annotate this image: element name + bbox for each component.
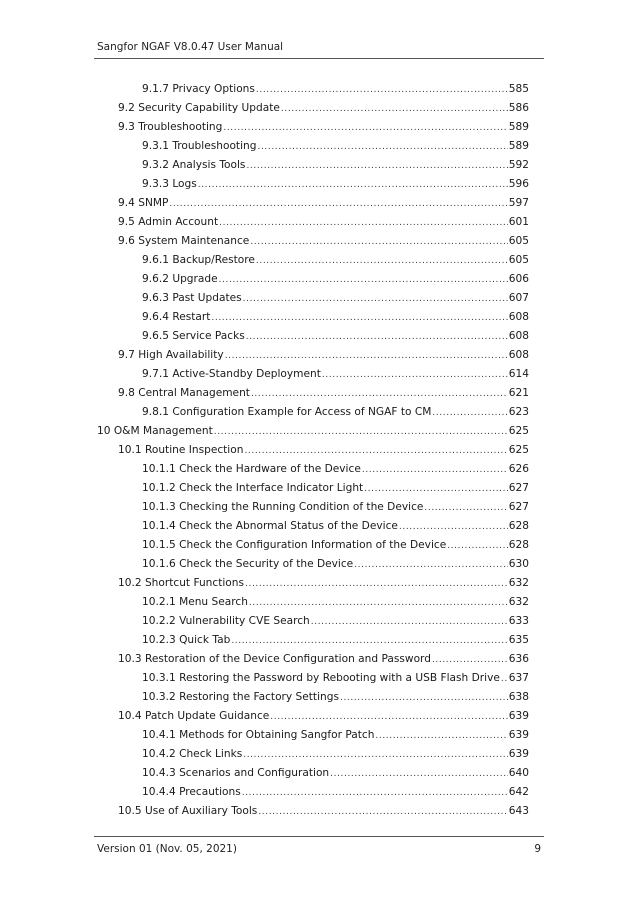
toc-entry-page: 605	[508, 235, 529, 247]
toc-entry-page: 639	[508, 748, 529, 760]
toc-entry-title: 10.2 Shortcut Functions	[118, 577, 245, 589]
toc-dot-leader	[354, 559, 508, 571]
toc-entry-page: 638	[508, 691, 529, 703]
footer-page-number: 9	[534, 843, 541, 855]
toc-entry[interactable]	[142, 153, 529, 172]
toc-entry[interactable]	[142, 457, 529, 476]
toc-entry-page: 592	[508, 159, 529, 171]
toc-entry[interactable]	[142, 628, 529, 647]
toc-entry-title: 10.1.4 Check the Abnormal Status of the Device	[142, 520, 398, 532]
toc-entry-title: 10.4 Patch Update Guidance	[118, 710, 270, 722]
toc-entry-title: 10 O&M Management	[97, 425, 213, 437]
toc-entry[interactable]	[118, 704, 529, 723]
toc-entry-title: 9.3.2 Analysis Tools	[142, 159, 246, 171]
toc-entry-title: 10.4.4 Precautions	[142, 786, 241, 798]
toc-dot-leader	[362, 464, 508, 476]
toc-entry-page: 637	[508, 672, 529, 684]
toc-dot-leader	[246, 331, 508, 343]
toc-entry[interactable]	[142, 723, 529, 742]
toc-dot-leader	[270, 711, 507, 723]
toc-entry-title: 10.4.1 Methods for Obtaining Sangfor Patch	[142, 729, 375, 741]
toc-entry-title: 9.1.7 Privacy Options	[142, 83, 255, 95]
toc-dot-leader	[256, 84, 508, 96]
toc-dot-leader	[223, 122, 507, 134]
toc-entry-title: 9.6.4 Restart	[142, 311, 211, 323]
toc-entry[interactable]	[118, 799, 529, 818]
toc-dot-leader	[340, 692, 508, 704]
toc-entry-page: 606	[508, 273, 529, 285]
toc-entry-title: 10.4.2 Check Links	[142, 748, 243, 760]
toc-entry-page: 625	[508, 425, 529, 437]
page-header-title: Sangfor NGAF V8.0.47 User Manual	[97, 41, 284, 53]
toc-entry[interactable]	[142, 742, 529, 761]
toc-entry-page: 630	[508, 558, 529, 570]
toc-entry-title: 9.3.1 Troubleshooting	[142, 140, 257, 152]
toc-entry[interactable]	[118, 210, 529, 229]
toc-entry[interactable]	[142, 172, 529, 191]
toc-dot-leader	[251, 388, 508, 400]
toc-dot-leader	[250, 236, 507, 248]
toc-entry-title: 10.1.6 Check the Security of the Device	[142, 558, 354, 570]
toc-entry[interactable]	[142, 476, 529, 495]
toc-dot-leader	[432, 407, 507, 419]
toc-entry-title: 9.8 Central Management	[118, 387, 250, 399]
toc-entry[interactable]	[142, 685, 529, 704]
toc-entry-title: 10.2.1 Menu Search	[142, 596, 248, 608]
toc-entry-title: 9.3.3 Logs	[142, 178, 197, 190]
toc-entry[interactable]	[118, 571, 529, 590]
toc-entry-title: 10.4.3 Scenarios and Configuration	[142, 767, 330, 779]
toc-dot-leader	[311, 616, 508, 628]
toc-entry-page: 597	[508, 197, 529, 209]
toc-entry[interactable]	[142, 590, 529, 609]
toc-entry-title: 9.4 SNMP	[118, 197, 169, 209]
footer-version: Version 01 (Nov. 05, 2021)	[97, 843, 237, 855]
toc-entry[interactable]	[118, 381, 529, 400]
toc-entry-title: 9.6.5 Service Packs	[142, 330, 245, 342]
toc-entry[interactable]	[142, 552, 529, 571]
toc-dot-leader	[399, 521, 508, 533]
toc-entry-page: 586	[508, 102, 529, 114]
toc-dot-leader	[169, 198, 507, 210]
toc-entry[interactable]	[142, 248, 529, 267]
toc-dot-leader	[244, 445, 507, 457]
toc-entry-page: 626	[508, 463, 529, 475]
toc-entry-page: 623	[508, 406, 529, 418]
toc-dot-leader	[364, 483, 508, 495]
toc-entry-page: 636	[508, 653, 529, 665]
toc-entry-page: 607	[508, 292, 529, 304]
toc-entry-page: 608	[508, 311, 529, 323]
toc-entry-title: 10.1.1 Check the Hardware of the Device	[142, 463, 361, 475]
toc-dot-leader	[198, 179, 508, 191]
toc-entry-title: 9.6 System Maintenance	[118, 235, 250, 247]
toc-entry[interactable]	[118, 115, 529, 134]
toc-entry-page: 608	[508, 349, 529, 361]
toc-entry[interactable]	[118, 96, 529, 115]
toc-entry[interactable]	[142, 609, 529, 628]
toc-entry-title: 9.5 Admin Account	[118, 216, 219, 228]
toc-entry-page: 621	[508, 387, 529, 399]
toc-entry[interactable]	[142, 77, 529, 96]
toc-entry-title: 9.6.2 Upgrade	[142, 273, 218, 285]
toc-entry[interactable]	[118, 647, 529, 666]
toc-dot-leader	[256, 255, 508, 267]
toc-entry[interactable]	[97, 419, 529, 438]
toc-entry-page: 585	[508, 83, 529, 95]
toc-entry[interactable]	[118, 343, 529, 362]
toc-entry-page: 632	[508, 577, 529, 589]
toc-dot-leader	[211, 312, 507, 324]
toc-entry-page: 642	[508, 786, 529, 798]
toc-entry-page: 643	[508, 805, 529, 817]
toc-entry-page: 628	[508, 539, 529, 551]
toc-entry-title: 10.1.5 Check the Configuration Information of the Device	[142, 539, 447, 551]
toc-dot-leader	[231, 635, 507, 647]
toc-entry-title: 10.2.3 Quick Tab	[142, 634, 231, 646]
toc-entry[interactable]	[142, 400, 529, 419]
toc-entry-title: 10.1.3 Checking the Running Condition of the Device	[142, 501, 424, 513]
toc-dot-leader	[219, 274, 508, 286]
toc-dot-leader	[246, 160, 507, 172]
toc-entry-page: 633	[508, 615, 529, 627]
toc-dot-leader	[249, 597, 508, 609]
toc-entry[interactable]	[142, 780, 529, 799]
toc-dot-leader	[245, 578, 508, 590]
toc-entry-title: 10.2.2 Vulnerability CVE Search	[142, 615, 310, 627]
toc-entry[interactable]	[142, 761, 529, 780]
toc-entry-page: 605	[508, 254, 529, 266]
toc-entry-page: 635	[508, 634, 529, 646]
toc-dot-leader	[258, 806, 507, 818]
toc-entry-title: 9.2 Security Capability Update	[118, 102, 280, 114]
toc-entry[interactable]	[118, 191, 529, 210]
toc-entry[interactable]	[118, 229, 529, 248]
toc-dot-leader	[242, 787, 508, 799]
toc-dot-leader	[375, 730, 507, 742]
toc-entry-title: 10.3 Restoration of the Device Configuration and Password	[118, 653, 431, 665]
toc-dot-leader	[243, 293, 508, 305]
toc-dot-leader	[501, 673, 508, 685]
toc-dot-leader	[424, 502, 507, 514]
toc-entry-page: 639	[508, 710, 529, 722]
toc-entry-page: 589	[508, 140, 529, 152]
toc-entry[interactable]	[142, 305, 529, 324]
toc-entry-title: 9.6.3 Past Updates	[142, 292, 242, 304]
toc-entry[interactable]	[142, 362, 529, 381]
toc-dot-leader	[322, 369, 508, 381]
toc-entry-page: 614	[508, 368, 529, 380]
toc-dot-leader	[243, 749, 508, 761]
toc-entry-title: 10.5 Use of Auxiliary Tools	[118, 805, 258, 817]
toc-entry[interactable]	[142, 286, 529, 305]
toc-entry[interactable]	[142, 666, 529, 685]
toc-dot-leader	[214, 426, 508, 438]
toc-entry-page: 628	[508, 520, 529, 532]
toc-entry-title: 9.3 Troubleshooting	[118, 121, 223, 133]
toc-entry-title: 9.7.1 Active-Standby Deployment	[142, 368, 321, 380]
toc-entry-page: 627	[508, 501, 529, 513]
toc-entry[interactable]	[142, 134, 529, 153]
toc-entry-title: 9.6.1 Backup/Restore	[142, 254, 255, 266]
toc-entry-page: 640	[508, 767, 529, 779]
footer-divider	[94, 836, 544, 837]
toc-entry-title: 10.3.1 Restoring the Password by Rebooting with a USB Flash Drive	[142, 672, 500, 684]
toc-entry-title: 10.1.2 Check the Interface Indicator Light	[142, 482, 364, 494]
toc-entry[interactable]	[142, 267, 529, 286]
toc-entry-title: 9.7 High Availability	[118, 349, 224, 361]
toc-dot-leader	[330, 768, 508, 780]
toc-entry-page: 589	[508, 121, 529, 133]
toc-entry-page: 627	[508, 482, 529, 494]
toc-entry[interactable]	[142, 495, 529, 514]
toc-entry-page: 596	[508, 178, 529, 190]
toc-dot-leader	[432, 654, 508, 666]
toc-entry-page: 639	[508, 729, 529, 741]
toc-entry-page: 625	[508, 444, 529, 456]
toc-entry-page: 601	[508, 216, 529, 228]
toc-entry-title: 10.1 Routine Inspection	[118, 444, 244, 456]
toc-dot-leader	[219, 217, 508, 229]
header-divider	[94, 58, 544, 59]
toc-entry[interactable]	[118, 438, 529, 457]
toc-dot-leader	[257, 141, 507, 153]
toc-entry-page: 632	[508, 596, 529, 608]
toc-entry[interactable]	[142, 533, 529, 552]
toc-entry-page: 608	[508, 330, 529, 342]
toc-entry[interactable]	[142, 514, 529, 533]
toc-dot-leader	[281, 103, 508, 115]
toc-dot-leader	[447, 540, 508, 552]
toc-entry-title: 10.3.2 Restoring the Factory Settings	[142, 691, 339, 703]
toc-dot-leader	[225, 350, 508, 362]
toc-entry-title: 9.8.1 Configuration Example for Access of NGAF to CM	[142, 406, 432, 418]
toc-entry[interactable]	[142, 324, 529, 343]
